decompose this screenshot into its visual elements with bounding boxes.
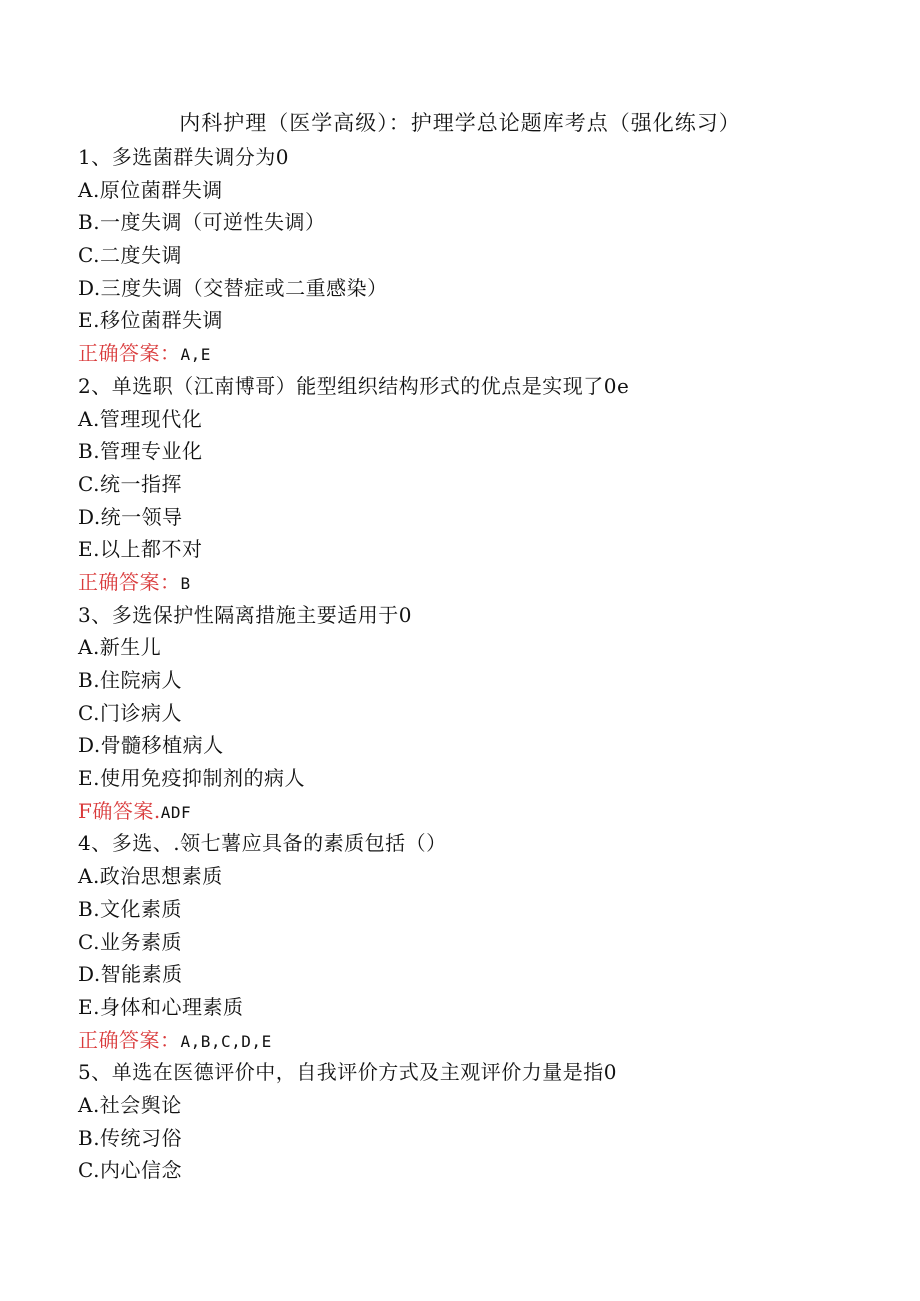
option-b: B.一度失调（可逆性失调） <box>78 210 326 235</box>
option-c: C.二度失调 <box>78 243 182 268</box>
question-stem: 5、单选在医德评价中，自我评价方式及主观评价力量是指0 <box>78 1060 617 1085</box>
option-d: D.智能素质 <box>78 962 183 987</box>
option-a: A.政治思想素质 <box>78 864 223 889</box>
option-a: A.管理现代化 <box>78 406 203 431</box>
option-d: D.骨髓移植病人 <box>78 733 224 758</box>
option-a: A.新生儿 <box>78 635 162 660</box>
question-stem: 1、多选菌群失调分为0 <box>78 145 289 169</box>
answer-label: 正确答案： <box>78 569 181 594</box>
option-c: C.统一指挥 <box>78 471 182 496</box>
option-a: A.原位菌群失调 <box>78 177 223 202</box>
option-d: D.统一领导 <box>78 504 183 529</box>
question-list <box>78 141 878 1187</box>
question-stem: 2、单选职（江南博哥）能型组织结构形式的优点是实现了0e <box>78 373 630 398</box>
question-stem: 4、多选、.领七薯应具备的素质包括（） <box>78 831 447 856</box>
answer-value: A,E <box>180 345 211 365</box>
option-b: B.传统习俗 <box>78 1125 183 1150</box>
answer-line <box>78 795 878 828</box>
option-c: C.内心信念 <box>78 1158 182 1183</box>
answer-line <box>78 1024 878 1057</box>
option-e: E.移位菌群失调 <box>78 308 223 333</box>
question-stem: 3、多选保护性隔离措施主要适用于0 <box>78 602 412 627</box>
option-a: A.社会舆论 <box>78 1092 182 1117</box>
answer-label: 正确答案： <box>78 341 181 366</box>
answer-label: 正确答案： <box>78 1027 181 1052</box>
answer-line <box>78 566 878 599</box>
answer-label: F确答案. <box>78 798 161 823</box>
answer-value: ADF <box>160 802 192 822</box>
option-b: B.管理专业化 <box>78 439 203 464</box>
answer-line <box>78 337 878 370</box>
option-e: E.以上都不对 <box>78 537 203 562</box>
option-d: D.三度失调（交替症或二重感染） <box>78 275 388 300</box>
option-c: C.门诊病人 <box>78 700 182 725</box>
option-c: C.业务素质 <box>78 929 182 954</box>
option-b: B.文化素质 <box>78 896 183 921</box>
option-e: E.身体和心理素质 <box>78 994 244 1019</box>
page-title: 内科护理（医学高级）：护理学总论题库考点（强化练习） <box>179 111 741 135</box>
option-e: E.使用免疫抑制剂的病人 <box>78 766 305 791</box>
answer-value: A,B,C,D,E <box>180 1031 272 1051</box>
option-b: B.住院病人 <box>78 668 183 692</box>
answer-value: B <box>180 573 191 593</box>
